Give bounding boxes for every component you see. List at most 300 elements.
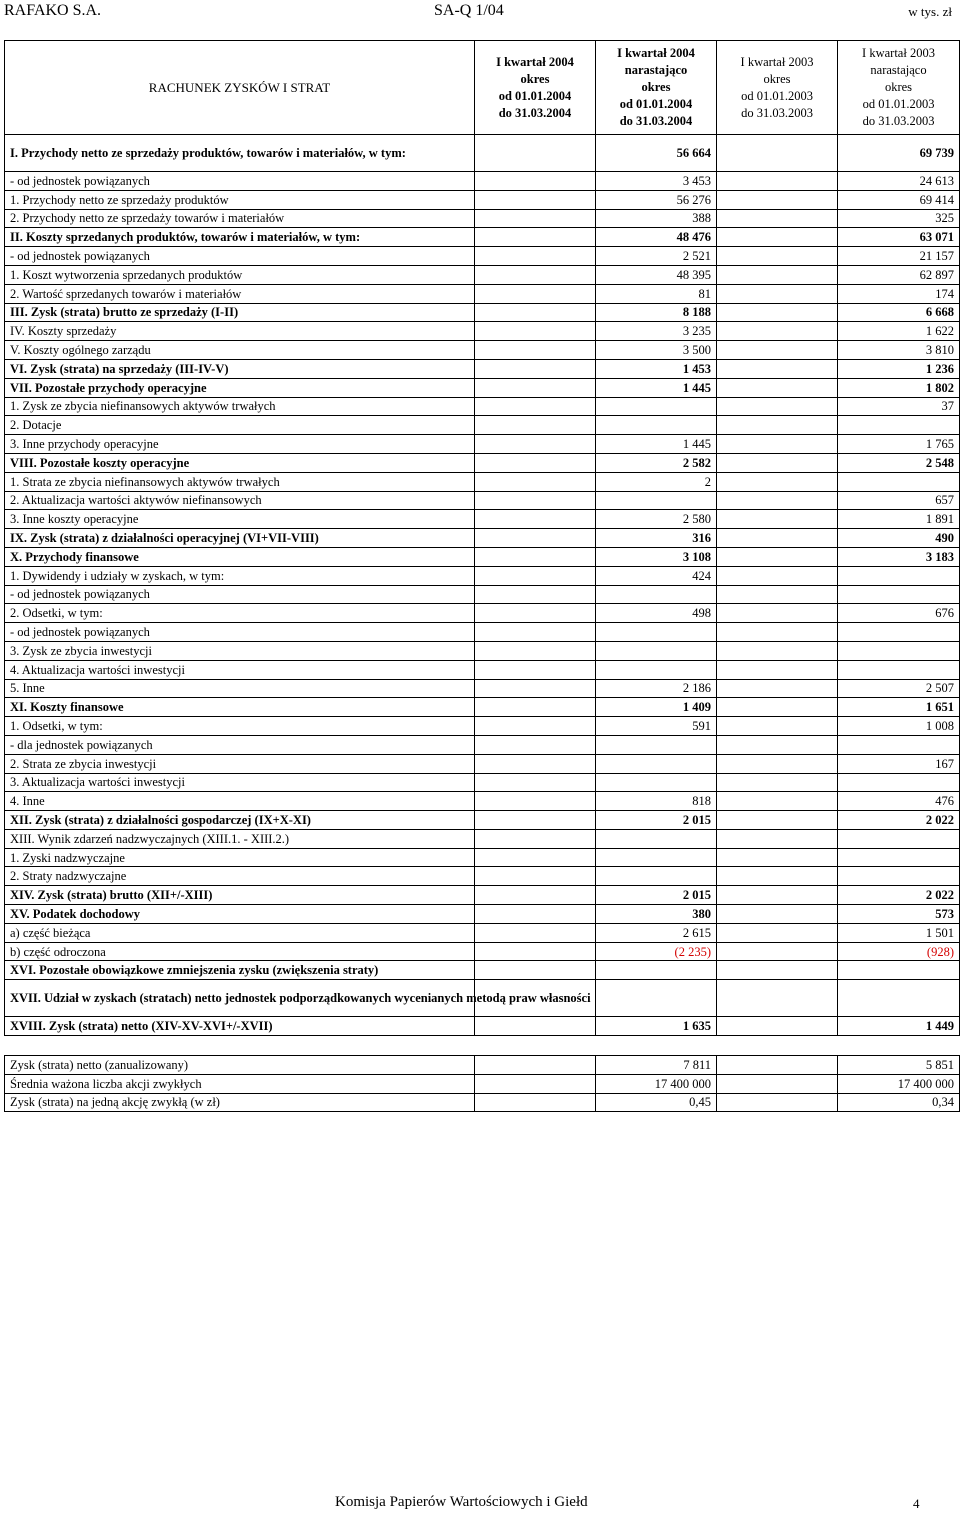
- value-cell: [717, 848, 838, 867]
- value-cell: [475, 773, 596, 792]
- row-label: 2. Dotacje: [5, 416, 475, 435]
- value-cell: 0,34: [838, 1093, 960, 1112]
- value-cell: [717, 472, 838, 491]
- value-cell: [838, 773, 960, 792]
- value-cell: [596, 980, 717, 1017]
- row-label: 2. Wartość sprzedanych towarów i materiałów: [5, 284, 475, 303]
- column-header-line: I kwartał 2004: [617, 46, 695, 60]
- value-cell: 2 615: [596, 923, 717, 942]
- value-cell: [717, 228, 838, 247]
- value-cell: [475, 510, 596, 529]
- value-cell: 1 622: [838, 322, 960, 341]
- value-cell: [717, 604, 838, 623]
- value-cell: 1 445: [596, 378, 717, 397]
- table-row: [5, 1056, 960, 1075]
- value-cell: [717, 923, 838, 942]
- value-cell: [475, 848, 596, 867]
- column-header-line: I kwartał 2004: [496, 54, 574, 69]
- row-label: 3. Zysk ze zbycia inwestycji: [5, 641, 475, 660]
- value-cell: 3 235: [596, 322, 717, 341]
- value-cell: [838, 848, 960, 867]
- row-label: 1. Odsetki, w tym:: [5, 717, 475, 736]
- table-row: [5, 754, 960, 773]
- table-row: [5, 303, 960, 322]
- value-cell: [838, 623, 960, 642]
- value-cell: 1 008: [838, 717, 960, 736]
- table-row: [5, 397, 960, 416]
- value-cell: [475, 209, 596, 228]
- table-row: [5, 510, 960, 529]
- value-cell: [838, 585, 960, 604]
- value-cell: [838, 735, 960, 754]
- table-row: [5, 265, 960, 284]
- row-label: XIV. Zysk (strata) brutto (XII+/-XIII): [5, 886, 475, 905]
- row-label: 3. Inne przychody operacyjne: [5, 435, 475, 454]
- value-cell: 1 891: [838, 510, 960, 529]
- value-cell: 2 015: [596, 886, 717, 905]
- table-row: [5, 209, 960, 228]
- table-row: [5, 717, 960, 736]
- value-cell: [717, 510, 838, 529]
- table-row: [5, 1074, 960, 1093]
- row-label: 5. Inne: [5, 679, 475, 698]
- table-row: [5, 623, 960, 642]
- value-cell: [475, 135, 596, 172]
- value-cell: 2 022: [838, 811, 960, 830]
- table-row: [5, 867, 960, 886]
- table-row: [5, 247, 960, 266]
- value-cell: 1 635: [596, 1017, 717, 1036]
- value-cell: 424: [596, 566, 717, 585]
- value-cell: [475, 1093, 596, 1112]
- value-cell: [838, 641, 960, 660]
- value-cell: [475, 341, 596, 360]
- value-cell: [475, 284, 596, 303]
- table-row: [5, 773, 960, 792]
- value-cell: [475, 867, 596, 886]
- value-cell: [717, 397, 838, 416]
- value-cell: [475, 453, 596, 472]
- table-row: [5, 322, 960, 341]
- value-cell: [596, 735, 717, 754]
- row-label: 2. Przychody netto ze sprzedaży towarów i materiałów: [5, 209, 475, 228]
- value-cell: [717, 641, 838, 660]
- value-cell: [475, 378, 596, 397]
- row-label: - od jednostek powiązanych: [5, 585, 475, 604]
- value-cell: [475, 585, 596, 604]
- row-label: 3. Aktualizacja wartości inwestycji: [5, 773, 475, 792]
- column-header-1: [475, 41, 596, 135]
- value-cell: [596, 491, 717, 510]
- table-row: [5, 735, 960, 754]
- table-row: [5, 547, 960, 566]
- value-cell: 498: [596, 604, 717, 623]
- statement-body: [5, 135, 960, 1036]
- value-cell: 1 501: [838, 923, 960, 942]
- value-cell: [475, 811, 596, 830]
- value-cell: [475, 1056, 596, 1075]
- row-label: VII. Pozostałe przychody operacyjne: [5, 378, 475, 397]
- column-header-line: do 31.03.2003: [741, 105, 813, 120]
- value-cell: [475, 303, 596, 322]
- row-label: V. Koszty ogólnego zarządu: [5, 341, 475, 360]
- value-cell: 2 186: [596, 679, 717, 698]
- value-cell: [475, 547, 596, 566]
- row-label: - od jednostek powiązanych: [5, 247, 475, 266]
- column-header-line: okres: [884, 80, 913, 94]
- value-cell: [475, 359, 596, 378]
- value-cell: 657: [838, 491, 960, 510]
- company-name: RAFAKO S.A.: [4, 2, 102, 19]
- row-label: X. Przychody finansowe: [5, 547, 475, 566]
- value-cell: [717, 717, 838, 736]
- column-header-line: narastająco: [870, 63, 927, 77]
- table-row: [5, 453, 960, 472]
- value-cell: 8 188: [596, 303, 717, 322]
- value-cell: 81: [596, 284, 717, 303]
- value-cell: 476: [838, 792, 960, 811]
- value-cell: [838, 980, 960, 1017]
- value-cell: 56 664: [596, 135, 717, 172]
- value-cell: [596, 660, 717, 679]
- value-cell: [596, 961, 717, 980]
- value-cell: 2 022: [838, 886, 960, 905]
- table-row: [5, 660, 960, 679]
- value-cell: [475, 491, 596, 510]
- value-cell: [717, 453, 838, 472]
- table-row: [5, 961, 960, 980]
- value-cell: [475, 435, 596, 454]
- value-cell: [475, 754, 596, 773]
- value-cell: [475, 698, 596, 717]
- summary-body: [5, 1056, 960, 1112]
- table-row: [5, 378, 960, 397]
- table-row: [5, 698, 960, 717]
- row-label: - od jednostek powiązanych: [5, 623, 475, 642]
- column-header-line: I kwartał 2003: [862, 46, 935, 60]
- value-cell: 24 613: [838, 172, 960, 191]
- summary-table: [4, 1055, 960, 1112]
- value-cell: [717, 209, 838, 228]
- row-label: 1. Koszt wytworzenia sprzedanych produktów: [5, 265, 475, 284]
- column-header-line: do 31.03.2004: [619, 114, 693, 128]
- value-cell: [838, 961, 960, 980]
- value-cell: [717, 886, 838, 905]
- value-cell: [596, 773, 717, 792]
- value-cell: 1 409: [596, 698, 717, 717]
- income-statement-table: [4, 40, 960, 1036]
- value-cell: [717, 698, 838, 717]
- table-row: [5, 359, 960, 378]
- value-cell: [475, 717, 596, 736]
- value-cell: 573: [838, 905, 960, 924]
- value-cell: [596, 754, 717, 773]
- row-label: I. Przychody netto ze sprzedaży produktów, towarów i materiałów, w tym:: [5, 135, 475, 172]
- table-row: [5, 792, 960, 811]
- value-cell: [717, 660, 838, 679]
- value-cell: 63 071: [838, 228, 960, 247]
- table-row: [5, 284, 960, 303]
- column-header-2: [596, 41, 717, 135]
- value-cell: [717, 735, 838, 754]
- value-cell: 1 453: [596, 359, 717, 378]
- value-cell: [838, 566, 960, 585]
- value-cell: [475, 829, 596, 848]
- table-row: [5, 942, 960, 961]
- value-cell: 2 582: [596, 453, 717, 472]
- value-cell: [717, 1074, 838, 1093]
- value-cell: [596, 848, 717, 867]
- value-cell: [475, 679, 596, 698]
- value-cell: 69 739: [838, 135, 960, 172]
- value-cell: 1 651: [838, 698, 960, 717]
- table-row: [5, 604, 960, 623]
- value-cell: [475, 228, 596, 247]
- value-cell: 2 015: [596, 811, 717, 830]
- page-header: [0, 0, 960, 28]
- table-row: [5, 566, 960, 585]
- value-cell: [596, 867, 717, 886]
- value-cell: [717, 980, 838, 1017]
- value-cell: [717, 867, 838, 886]
- value-cell: 2 521: [596, 247, 717, 266]
- table-row: [5, 585, 960, 604]
- row-label: - dla jednostek powiązanych: [5, 735, 475, 754]
- row-label: a) część bieżąca: [5, 923, 475, 942]
- value-cell: 1 449: [838, 1017, 960, 1036]
- value-cell: [717, 435, 838, 454]
- table-row: [5, 641, 960, 660]
- column-header-4: [838, 41, 960, 135]
- row-label: XII. Zysk (strata) z działalności gospodarczej (IX+X-XI): [5, 811, 475, 830]
- value-cell: 1 765: [838, 435, 960, 454]
- value-cell: [838, 472, 960, 491]
- value-cell: [717, 1056, 838, 1075]
- value-cell: [475, 905, 596, 924]
- value-cell: [717, 905, 838, 924]
- value-cell: [717, 1093, 838, 1112]
- value-cell: 6 668: [838, 303, 960, 322]
- value-cell: [475, 735, 596, 754]
- value-cell: [717, 247, 838, 266]
- footer-text: Komisja Papierów Wartościowych i Giełd: [335, 1494, 588, 1510]
- value-cell: [596, 641, 717, 660]
- value-cell: 174: [838, 284, 960, 303]
- value-cell: 48 395: [596, 265, 717, 284]
- value-cell: 2 507: [838, 679, 960, 698]
- value-cell: [717, 416, 838, 435]
- row-label: XV. Podatek dochodowy: [5, 905, 475, 924]
- value-cell: 1 445: [596, 435, 717, 454]
- value-cell: [717, 190, 838, 209]
- value-cell: [475, 472, 596, 491]
- row-label: Średnia ważona liczba akcji zwykłych: [5, 1074, 475, 1093]
- row-label: XVI. Pozostałe obowiązkowe zmniejszenia zysku (zwiększenia straty): [5, 961, 475, 980]
- value-cell: 5 851: [838, 1056, 960, 1075]
- row-label: - od jednostek powiązanych: [5, 172, 475, 191]
- row-label: IX. Zysk (strata) z działalności operacyjnej (VI+VII-VIII): [5, 529, 475, 548]
- value-cell: [475, 566, 596, 585]
- table-row: [5, 491, 960, 510]
- value-cell: [475, 247, 596, 266]
- value-cell: 676: [838, 604, 960, 623]
- value-cell: 1 236: [838, 359, 960, 378]
- value-cell: [475, 604, 596, 623]
- table-row: [5, 923, 960, 942]
- table-row: [5, 172, 960, 191]
- value-cell: 62 897: [838, 265, 960, 284]
- value-cell: [475, 416, 596, 435]
- row-label: 1. Dywidendy i udziały w zyskach, w tym:: [5, 566, 475, 585]
- value-cell: [717, 1017, 838, 1036]
- value-cell: [717, 359, 838, 378]
- value-cell: 325: [838, 209, 960, 228]
- value-cell: [475, 265, 596, 284]
- table-row: [5, 1093, 960, 1112]
- value-cell: [717, 172, 838, 191]
- value-cell: [717, 284, 838, 303]
- row-label: XVIII. Zysk (strata) netto (XIV-XV-XVI+/-XVII): [5, 1017, 475, 1036]
- value-cell: 388: [596, 209, 717, 228]
- value-cell: 56 276: [596, 190, 717, 209]
- table-row: [5, 811, 960, 830]
- row-label: II. Koszty sprzedanych produktów, towarów i materiałów, w tym:: [5, 228, 475, 247]
- value-cell: 69 414: [838, 190, 960, 209]
- value-cell: [838, 867, 960, 886]
- row-label: 1. Zysk ze zbycia niefinansowych aktywów trwałych: [5, 397, 475, 416]
- row-label: 4. Aktualizacja wartości inwestycji: [5, 660, 475, 679]
- table-row: [5, 1017, 960, 1036]
- value-cell: [475, 641, 596, 660]
- value-cell: 2: [596, 472, 717, 491]
- value-cell: [717, 811, 838, 830]
- value-cell: [596, 829, 717, 848]
- column-header-line: do 31.03.2004: [498, 105, 572, 120]
- column-header-line: od 01.01.2004: [619, 97, 693, 111]
- table-row: [5, 190, 960, 209]
- value-cell: [717, 135, 838, 172]
- value-cell: 167: [838, 754, 960, 773]
- value-cell: [717, 754, 838, 773]
- value-cell: 316: [596, 529, 717, 548]
- value-cell: 48 476: [596, 228, 717, 247]
- value-cell: 490: [838, 529, 960, 548]
- value-cell: [596, 416, 717, 435]
- row-label: 4. Inne: [5, 792, 475, 811]
- value-cell: 17 400 000: [596, 1074, 717, 1093]
- value-cell: [717, 265, 838, 284]
- row-label: 1. Strata ze zbycia niefinansowych aktywów trwałych: [5, 472, 475, 491]
- row-label: 2. Strata ze zbycia inwestycji: [5, 754, 475, 773]
- column-header-line: od 01.01.2003: [741, 88, 813, 103]
- table-row: [5, 829, 960, 848]
- value-cell: [596, 397, 717, 416]
- row-label: XIII. Wynik zdarzeń nadzwyczajnych (XIII.1. - XIII.2.): [5, 829, 475, 848]
- value-cell: [475, 961, 596, 980]
- row-label: 2. Aktualizacja wartości aktywów niefinansowych: [5, 491, 475, 510]
- row-label: XI. Koszty finansowe: [5, 698, 475, 717]
- value-cell: [838, 416, 960, 435]
- column-header-line: okres: [763, 71, 791, 86]
- value-cell: [596, 585, 717, 604]
- column-header-line: okres: [520, 71, 550, 86]
- value-cell: [717, 829, 838, 848]
- value-cell: [717, 529, 838, 548]
- value-cell: 3 453: [596, 172, 717, 191]
- value-cell: [596, 623, 717, 642]
- table-row: [5, 980, 960, 1017]
- value-cell: [475, 660, 596, 679]
- value-cell: [717, 585, 838, 604]
- column-header-line: I kwartał 2003: [740, 54, 814, 69]
- value-cell: [475, 172, 596, 191]
- column-header-line: okres: [641, 80, 671, 94]
- value-cell: [475, 397, 596, 416]
- table-row: [5, 435, 960, 454]
- value-cell: [717, 792, 838, 811]
- value-cell: [475, 322, 596, 341]
- statement-title: RACHUNEK ZYSKÓW I STRAT: [5, 41, 475, 135]
- row-label: IV. Koszty sprzedaży: [5, 322, 475, 341]
- table-row: [5, 416, 960, 435]
- row-label: III. Zysk (strata) brutto ze sprzedaży (I-II): [5, 303, 475, 322]
- table-row: [5, 848, 960, 867]
- row-label: VIII. Pozostałe koszty operacyjne: [5, 453, 475, 472]
- value-cell: [717, 378, 838, 397]
- column-header-line: narastająco: [624, 63, 688, 77]
- value-cell: 17 400 000: [838, 1074, 960, 1093]
- value-cell: 591: [596, 717, 717, 736]
- table-row: [5, 679, 960, 698]
- column-header-line: od 01.01.2004: [498, 88, 572, 103]
- value-cell: [475, 942, 596, 961]
- value-cell: 2 548: [838, 453, 960, 472]
- value-cell: [475, 190, 596, 209]
- row-label: 1. Zyski nadzwyczajne: [5, 848, 475, 867]
- table-row: [5, 472, 960, 491]
- value-cell: [475, 529, 596, 548]
- value-cell: [475, 1017, 596, 1036]
- value-cell: [475, 623, 596, 642]
- value-cell: [475, 792, 596, 811]
- value-cell: 2 580: [596, 510, 717, 529]
- row-label: 1. Przychody netto ze sprzedaży produktów: [5, 190, 475, 209]
- value-cell: [717, 547, 838, 566]
- value-cell: [717, 491, 838, 510]
- table-row: [5, 529, 960, 548]
- row-label: b) część odroczona: [5, 942, 475, 961]
- value-cell: [475, 886, 596, 905]
- value-cell: 3 183: [838, 547, 960, 566]
- value-cell: 1 802: [838, 378, 960, 397]
- table-row: [5, 228, 960, 247]
- value-cell: [717, 341, 838, 360]
- value-cell: [717, 679, 838, 698]
- value-cell: [717, 773, 838, 792]
- value-cell: 3 108: [596, 547, 717, 566]
- row-label: 2. Straty nadzwyczajne: [5, 867, 475, 886]
- value-cell: [838, 829, 960, 848]
- value-cell: 380: [596, 905, 717, 924]
- value-cell: 0,45: [596, 1093, 717, 1112]
- table-row: [5, 135, 960, 172]
- value-cell: (2 235): [596, 942, 717, 961]
- value-cell: 818: [596, 792, 717, 811]
- report-code: SA-Q 1/04: [434, 2, 504, 19]
- table-row: [5, 905, 960, 924]
- value-cell: 3 810: [838, 341, 960, 360]
- column-header-line: do 31.03.2003: [862, 114, 935, 128]
